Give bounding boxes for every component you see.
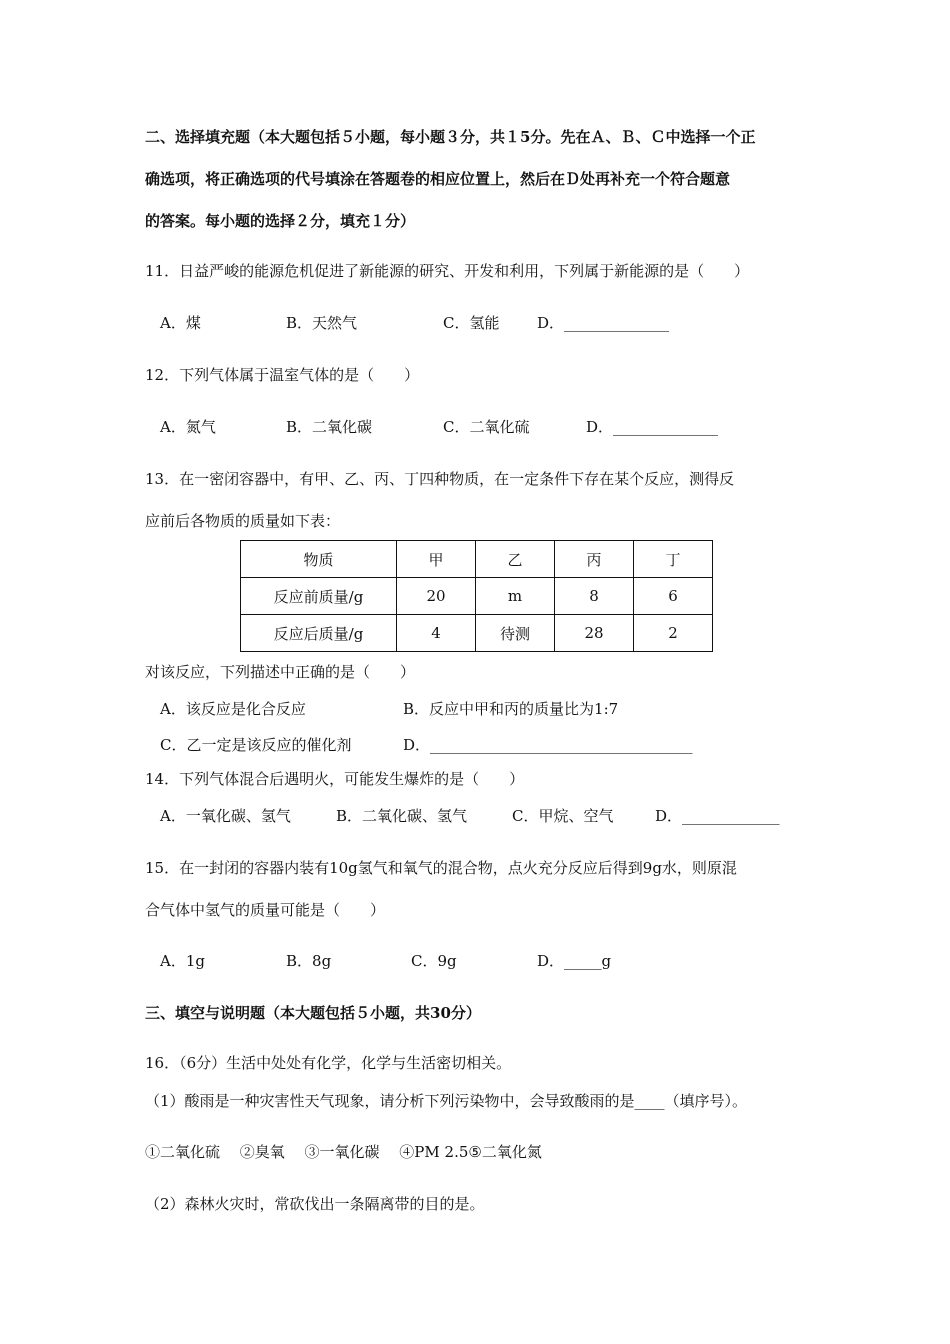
table-row	[241, 615, 713, 652]
table-cell: 28	[555, 615, 634, 652]
q14-option-a: A．一氧化碳、氢气	[160, 807, 291, 825]
q13-option-d: D．___________________________________	[403, 736, 693, 754]
q16-part1: （1）酸雨是一种灾害性天气现象，请分析下列污染物中，会导致酸雨的是____（填序号）。	[145, 1092, 748, 1110]
section3-heading: 三、填空与说明题（本大题包括５小题，共30分）	[145, 1004, 481, 1022]
q11-option-c: C．氢能	[443, 314, 500, 332]
q13-stem-line2: 应前后各物质的质量如下表：	[145, 512, 341, 530]
q12-option-d: D．______________	[586, 418, 719, 436]
q15-option-b: B．8g	[286, 952, 332, 970]
q15-option-c: C．9g	[411, 952, 457, 970]
section2-heading-line3: 的答案。每小题的选择２分，填充１分）	[145, 212, 416, 230]
q15-option-a: A．1g	[160, 952, 205, 970]
table-cell: 20	[397, 578, 476, 615]
table-cell: m	[476, 578, 555, 615]
q11-option-d: D．______________	[537, 314, 670, 332]
q15-option-d: D．_____g	[537, 952, 612, 970]
q13-stem-line1: 13．在一密闭容器中，有甲、乙、丙、丁四种物质，在一定条件下存在某个反应，测得反	[145, 470, 735, 488]
table-cell: 乙	[476, 541, 555, 578]
q12-stem: 12．下列气体属于温室气体的是（ ）	[145, 366, 420, 384]
table-cell: 4	[397, 615, 476, 652]
section2-heading-line1: 二、选择填充题（本大题包括５小题，每小题３分，共１5分。先在Ａ、Ｂ、Ｃ中选择一个正	[145, 128, 756, 146]
table-cell: 丙	[555, 541, 634, 578]
q16-part2: （2）森林火灾时，常砍伐出一条隔离带的目的是。	[145, 1195, 485, 1213]
section2-heading-line2: 确选项，将正确选项的代号填涂在答题卷的相应位置上，然后在Ｄ处再补充一个符合题意	[145, 170, 731, 188]
q13-mass-table	[240, 540, 713, 652]
table-cell: 6	[634, 578, 713, 615]
q15-stem-line1: 15．在一封闭的容器内装有10g氢气和氧气的混合物，点火充分反应后得到9g水，则原混	[145, 859, 737, 877]
q15-stem-line2: 合气体中氢气的质量可能是（ ）	[145, 901, 386, 919]
table-cell: 反应后质量/g	[241, 615, 397, 652]
table-row	[241, 578, 713, 615]
table-cell: 反应前质量/g	[241, 578, 397, 615]
q16-pollutant-list: ①二氧化硫 ②臭氧 ③一氧化碳 ④PM 2.5⑤二氧化氮	[145, 1143, 542, 1161]
q14-option-b: B．二氧化碳、氢气	[336, 807, 468, 825]
q13-question: 对该反应，下列描述中正确的是（ ）	[145, 663, 416, 681]
q14-option-c: C．甲烷、空气	[512, 807, 614, 825]
table-cell: 丁	[634, 541, 713, 578]
q11-option-a: A．煤	[160, 314, 201, 332]
q13-option-b: B．反应中甲和丙的质量比为1:7	[403, 700, 619, 718]
table-cell: 物质	[241, 541, 397, 578]
q12-option-c: C．二氧化硫	[443, 418, 530, 436]
q11-stem: 11．日益严峻的能源危机促进了新能源的研究、开发和利用，下列属于新能源的是（ ）	[145, 262, 750, 280]
q12-option-b: B．二氧化碳	[286, 418, 373, 436]
q14-option-d: D．_____________	[655, 807, 780, 825]
q13-option-c: C．乙一定是该反应的催化剂	[160, 736, 352, 754]
table-cell: 2	[634, 615, 713, 652]
q12-option-a: A．氮气	[160, 418, 216, 436]
table-row	[241, 541, 713, 578]
table-cell: 待测	[476, 615, 555, 652]
table-cell: 甲	[397, 541, 476, 578]
table-cell: 8	[555, 578, 634, 615]
q16-stem: 16．（6分）生活中处处有化学，化学与生活密切相关。	[145, 1054, 512, 1072]
q13-option-a: A．该反应是化合反应	[160, 700, 306, 718]
q14-stem: 14．下列气体混合后遇明火，可能发生爆炸的是（ ）	[145, 770, 525, 788]
q11-option-b: B．天然气	[286, 314, 358, 332]
